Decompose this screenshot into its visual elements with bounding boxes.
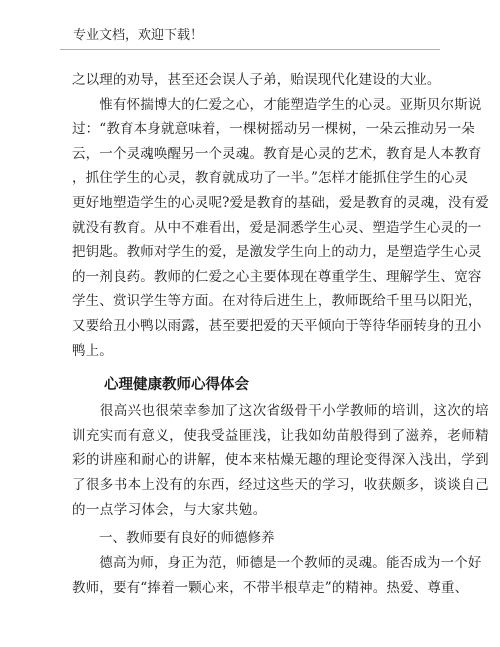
paragraph-block-3	[72, 551, 482, 600]
body-line: 又要给丑小鸭以雨露，甚至要把爱的天平倾向于等待华丽转身的丑小	[72, 317, 482, 334]
body-line: 惟有怀揣博大的仁爱之心，才能塑造学生的心灵。亚斯贝尔斯说	[72, 96, 482, 113]
body-line: 的一点学习体会，与大家共勉。	[72, 501, 267, 518]
paragraph-block-2	[72, 399, 489, 522]
paragraph-block-1	[72, 68, 489, 363]
body-line: 很高兴也很荣幸参加了这次省级骨干小学教师的培训，这次的培	[72, 403, 489, 420]
page-header: 专业文档，欢迎下载！	[73, 28, 204, 43]
body-line: 训充实而有意义，使我受益匪浅，让我如幼苗般得到了滋养，老师精	[72, 427, 489, 444]
body-line: 了很多书本上没有的东西，经过这些天的学习，收获颇多，谈谈自己	[72, 476, 489, 493]
body-line: 云，一个灵魂唤醒另一个灵魂。教育是心灵的艺术，教育是人本教育	[72, 145, 482, 162]
body-line: 更好地塑造学生的心灵呢?爱是教育的基础，爱是教育的灵魂，没有爱	[72, 194, 489, 211]
body-line: 教师，要有“捧着一颗心来，不带半根草走”的精神。热爱、尊重、	[72, 579, 469, 596]
body-line: 就没有教育。从中不难看出，爱是洞悉学生心灵、塑造学生心灵的一	[72, 219, 482, 236]
section-title: 心理健康教师心得体会	[104, 377, 249, 394]
body-line: ，抓住学生的心灵，教育就成功了一半。”怎样才能抓住学生的心灵	[72, 170, 469, 187]
body-line: 的一剂良药。教师的仁爱之心主要体现在尊重学生、理解学生、宽容	[72, 268, 482, 285]
subheading: 一、教师要有良好的师德修养	[72, 530, 275, 547]
body-line: 德高为师，身正为范，师德是一个教师的灵魂。能否成为一个好	[72, 555, 482, 572]
document-body	[72, 68, 489, 600]
header-divider	[60, 49, 440, 50]
body-line: 之以理的劝导，甚至还会误人子弟，贻误现代化建设的大业。	[72, 72, 441, 88]
body-line: 学生、赏识学生等方面。在对待后进生上，教师既给千里马以阳光，	[72, 293, 482, 310]
body-line: 过：“教育本身就意味着，一棵树摇动另一棵树，一朵云推动另一朵	[72, 121, 475, 138]
body-line: 把钥匙。教师对学生的爱，是激发学生向上的动力，是塑造学生心灵	[72, 244, 482, 261]
body-line: 鸭上。	[72, 342, 113, 359]
body-line: 彩的讲座和耐心的讲解，使本来枯燥无趣的理论变得深入浅出，学到	[72, 452, 489, 469]
